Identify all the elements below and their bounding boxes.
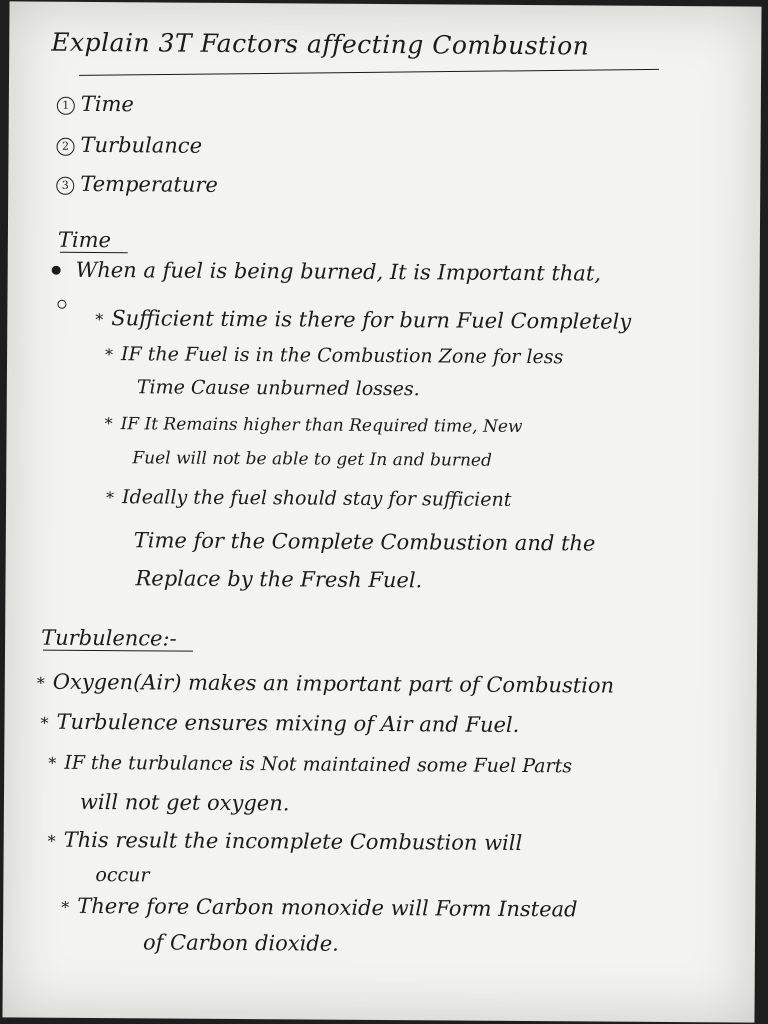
turbulence-line-5: * This result the incomplete Combustion will [47,827,523,855]
turbulence-line-4: will not get oxygen. [79,789,290,816]
star-bullet-icon: * [47,831,56,851]
star-bullet-icon: * [48,753,57,773]
factor-label-3: Temperature [80,171,218,197]
time-line-2: * Sufficient time is there for burn Fuel Completely [95,306,632,334]
time-line-7: * Ideally the fuel should stay for sufficient [106,486,512,511]
star-bullet-icon: * [105,345,114,365]
turbulence-heading-underline [43,650,193,652]
time-line-5: * IF It Remains higher than Required time, New [104,414,523,437]
time-line-3: * IF the Fuel is in the Combustion Zone for less [105,343,564,369]
factor-label-2: Turbulance [80,132,203,158]
turbulence-line-2: * Turbulence ensures mixing of Air and Fuel. [40,709,520,737]
time-line-1: When a fuel is being burned, It is Important that, [75,257,602,286]
factor-number-1: 1 [57,96,75,114]
page-title: Explain 3T Factors affecting Combustion [51,27,590,61]
star-bullet-icon: * [40,713,49,733]
bullet-dot-icon [52,266,61,275]
time-heading: Time [57,227,112,253]
time-line-9: Replace by the Fresh Fuel. [135,566,423,593]
factor-number-3: 3 [56,176,74,194]
star-bullet-icon: * [61,897,70,917]
turbulence-line-8: of Carbon dioxide. [142,930,339,956]
star-bullet-icon: * [36,673,45,693]
turbulence-heading: Turbulence:- [41,625,177,651]
star-bullet-icon: * [106,488,115,508]
star-bullet-icon: * [104,414,113,434]
turbulence-line-7: * There fore Carbon monoxide will Form Instead [61,893,578,922]
time-heading-underline [60,252,128,253]
turbulence-line-6: occur [95,864,150,887]
time-line-8: Time for the Complete Combustion and the [133,528,596,556]
factor-label-1: Time [80,91,135,117]
turbulence-line-1: * Oxygen(Air) makes an important part of Combustion [36,669,615,698]
time-line-4: Time Cause unburned losses. [136,376,420,401]
star-bullet-icon: * [95,309,104,330]
factor-2 [56,132,203,158]
factor-number-2: 2 [56,137,74,155]
time-line-6: Fuel will not be able to get In and burned [132,448,492,471]
turbulence-line-3: * IF the turbulance is Not maintained some Fuel Parts [48,751,573,778]
factor-3 [56,171,218,197]
title-underline [79,69,659,76]
notebook-page [2,1,761,1022]
bullet-circle-icon [57,300,66,309]
factor-1 [57,91,135,117]
